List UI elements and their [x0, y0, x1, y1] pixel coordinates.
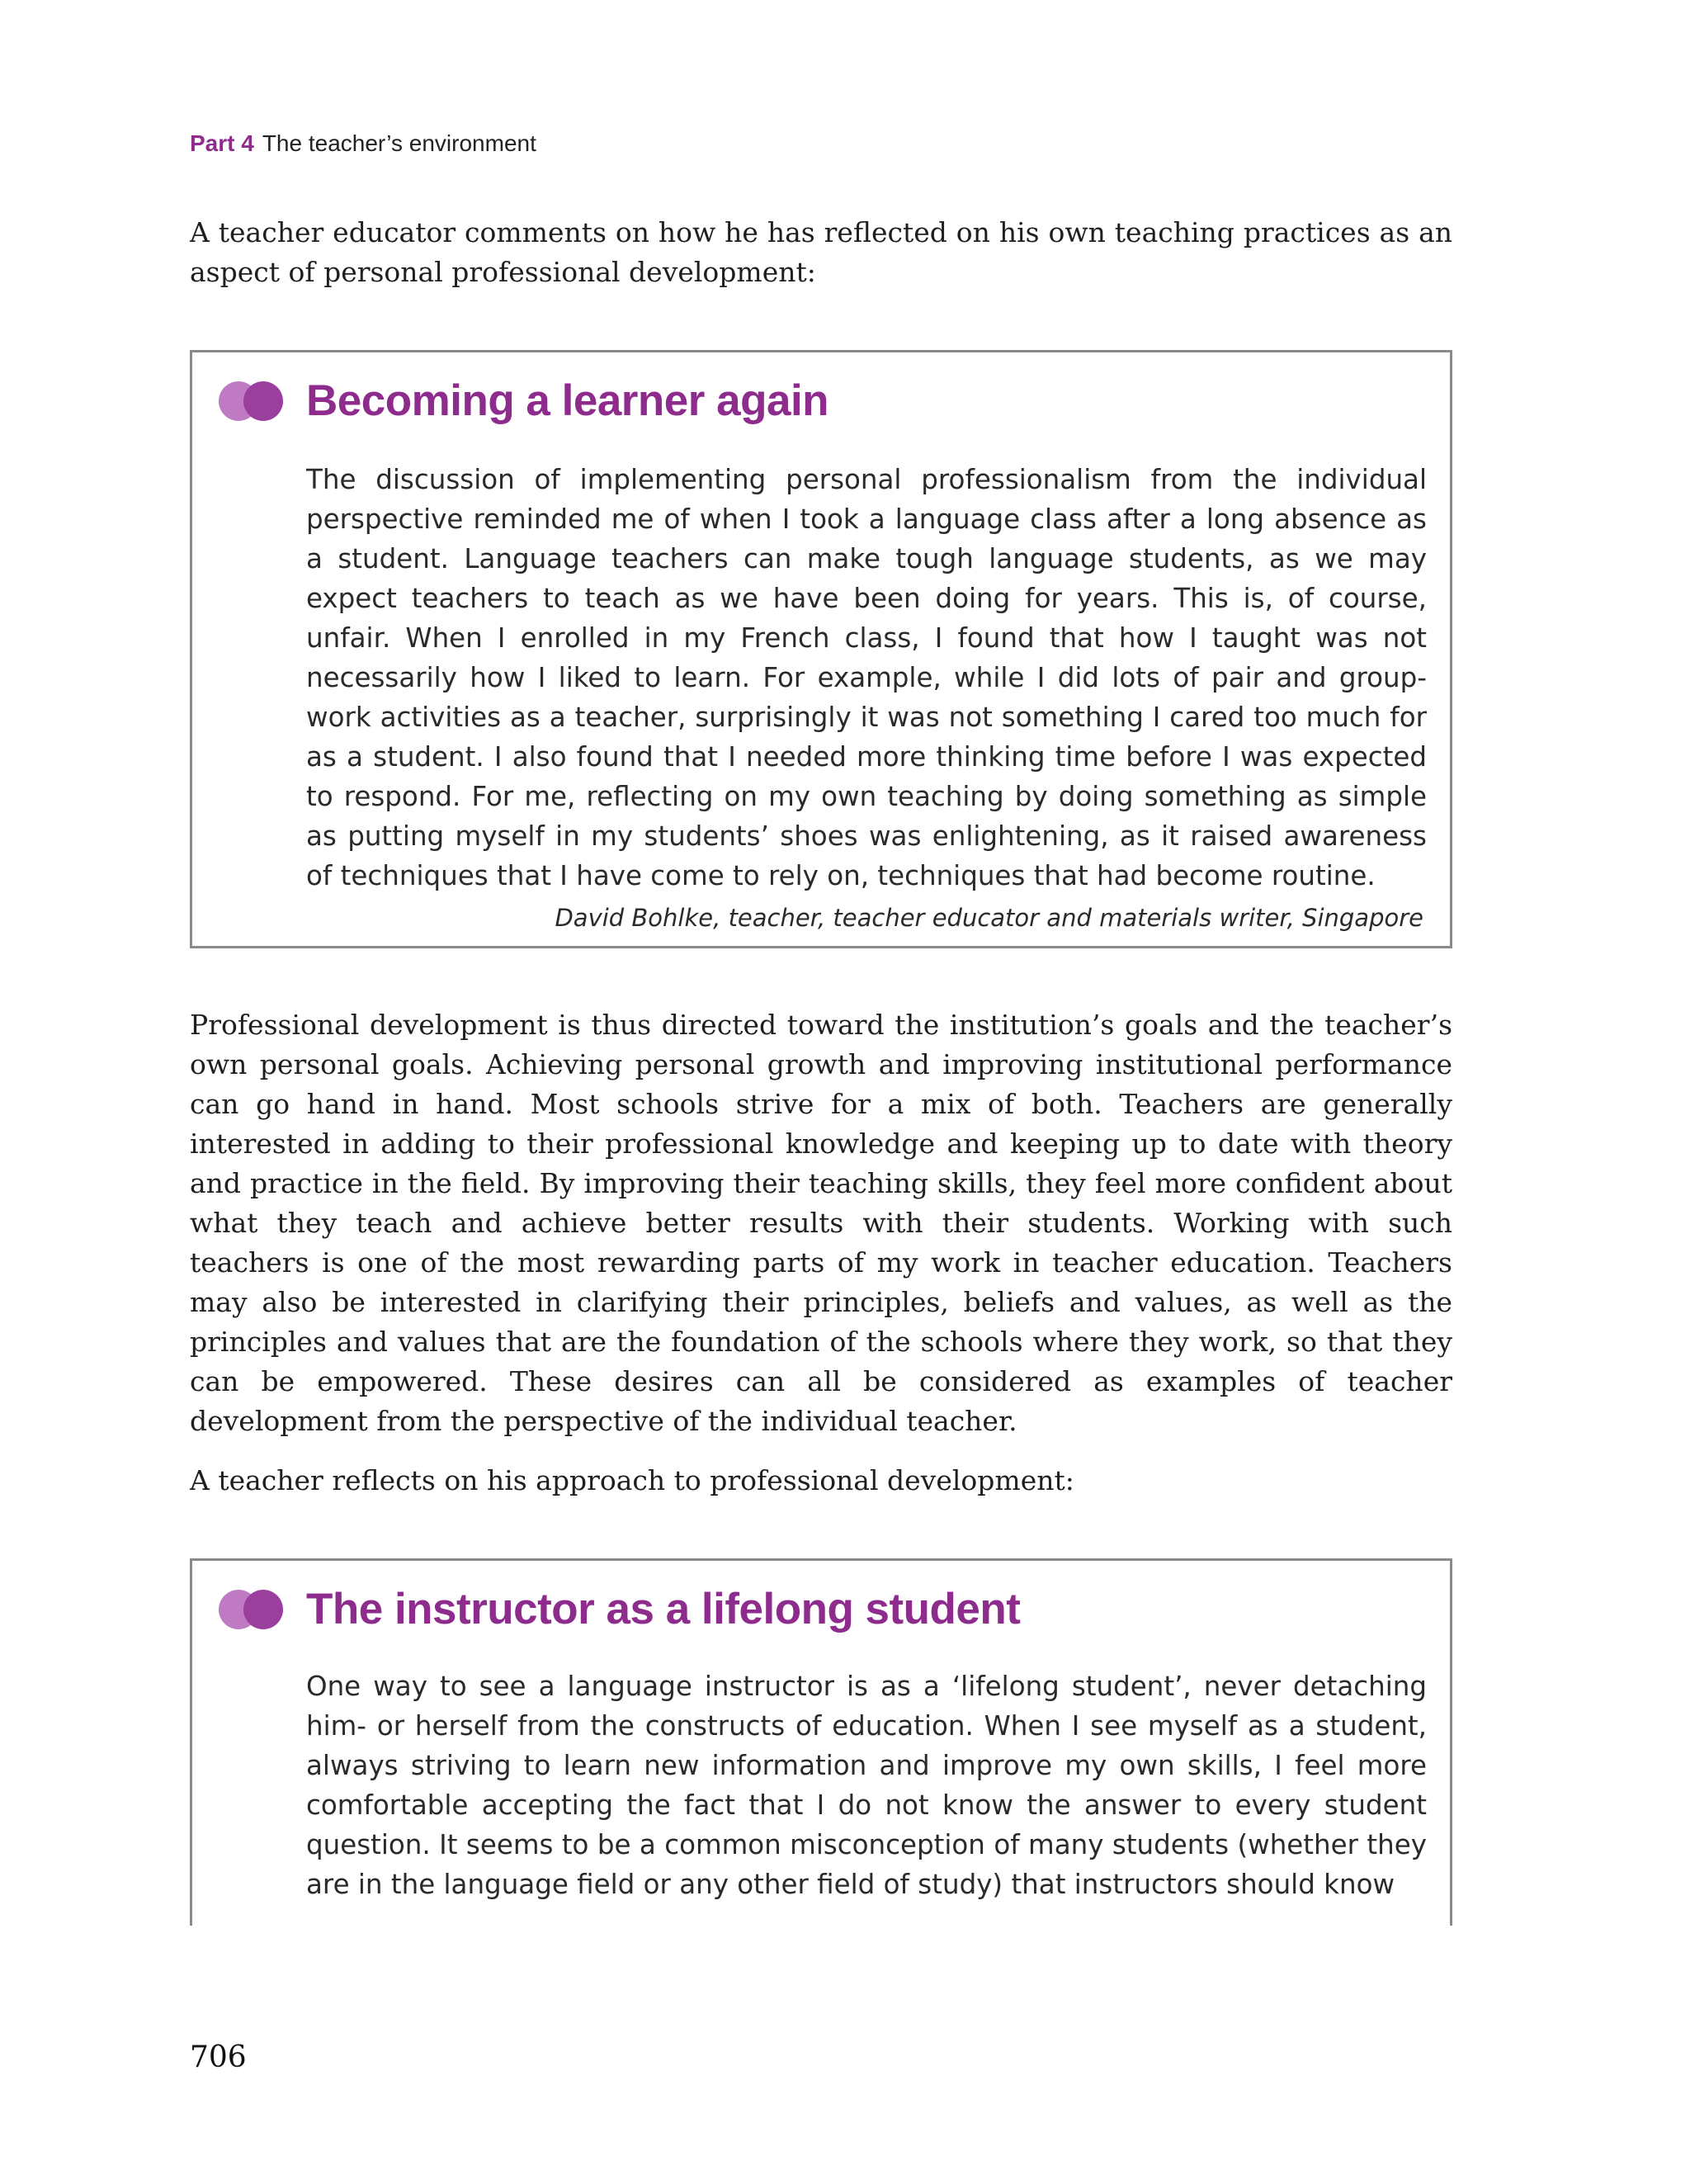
box-title: The instructor as a lifelong student	[306, 1585, 1021, 1633]
section-title: The teacher’s environment	[262, 130, 536, 156]
box-quote-text: One way to see a language instructor is as a ‘lifelong student’, never detaching him- or herself from the constructs of education. When I see myself as a student, always striving to learn new information and improve my own skills, I feel more comfortable accepting the fact that I do not know the answer to every student question. It seems to be a common misconception of many students (whether they are in the language field or any other field of study) that instructors should know	[306, 1671, 1427, 1900]
box-heading	[219, 376, 828, 426]
double-circle-icon	[219, 1587, 288, 1632]
box-quote-text: The discussion of implementing personal professionalism from the individual perspective reminded me of when I took a language class after a long absence as a student. Language teachers can make tough language students, as we may expect teachers to teach as we have been doing for years. This is, of course, unfair. When I enrolled in my French class, I found that how I taught was not necessarily how I liked to learn. For example, while I did lots of pair and group-work activities as a teacher, surprisingly it was not something I cared too much for as a student. I also found that I needed more thinking time before I was expected to respond. For me, reflecting on my own teaching by doing something as simple as putting myself in my students’ shoes was enlightening, as it raised awareness of techniques that I have come to rely on, techniques that had become routine.	[306, 464, 1427, 891]
box-title: Becoming a learner again	[306, 376, 829, 425]
body-paragraph-2: Professional development is thus directed toward the institution’s goals and the teacher’s own personal goals. Achieving personal growth and improving institutional performance can go hand in hand. Most schools strive for a mix of both. Teachers are generally interested in adding to their professional knowledge and keeping up to date with theory and practice in the field. By improving their teaching skills, they feel more confident about what they teach and achieve better results with their students. Working with such teachers is one of the most rewarding parts of my work in teacher education. Teachers may also be interested in clarifying their principles, beliefs and values, as well as the principles and values that are the foundation of the schools where they work, so that they can be empowered. These desires can all be considered as examples of teacher development from the perspective of the individual teacher.	[190, 1009, 1452, 1437]
part-label: Part 4	[190, 130, 254, 156]
box-heading	[219, 1584, 1020, 1634]
page-number: 706	[190, 2040, 247, 2074]
quote-box-becoming-a-learner	[190, 350, 1452, 948]
quote-box-lifelong-student	[190, 1558, 1452, 1926]
running-head	[190, 130, 536, 157]
double-circle-icon	[219, 379, 288, 423]
intro-paragraph-1: A teacher educator comments on how he has reflected on his own teaching practices as an aspect of personal professional development:	[190, 216, 1452, 288]
quote-attribution: David Bohlke, teacher, teacher educator and materials writer, Singapore	[555, 904, 1423, 932]
intro-paragraph-2: A teacher reflects on his approach to professional development:	[190, 1464, 1074, 1496]
